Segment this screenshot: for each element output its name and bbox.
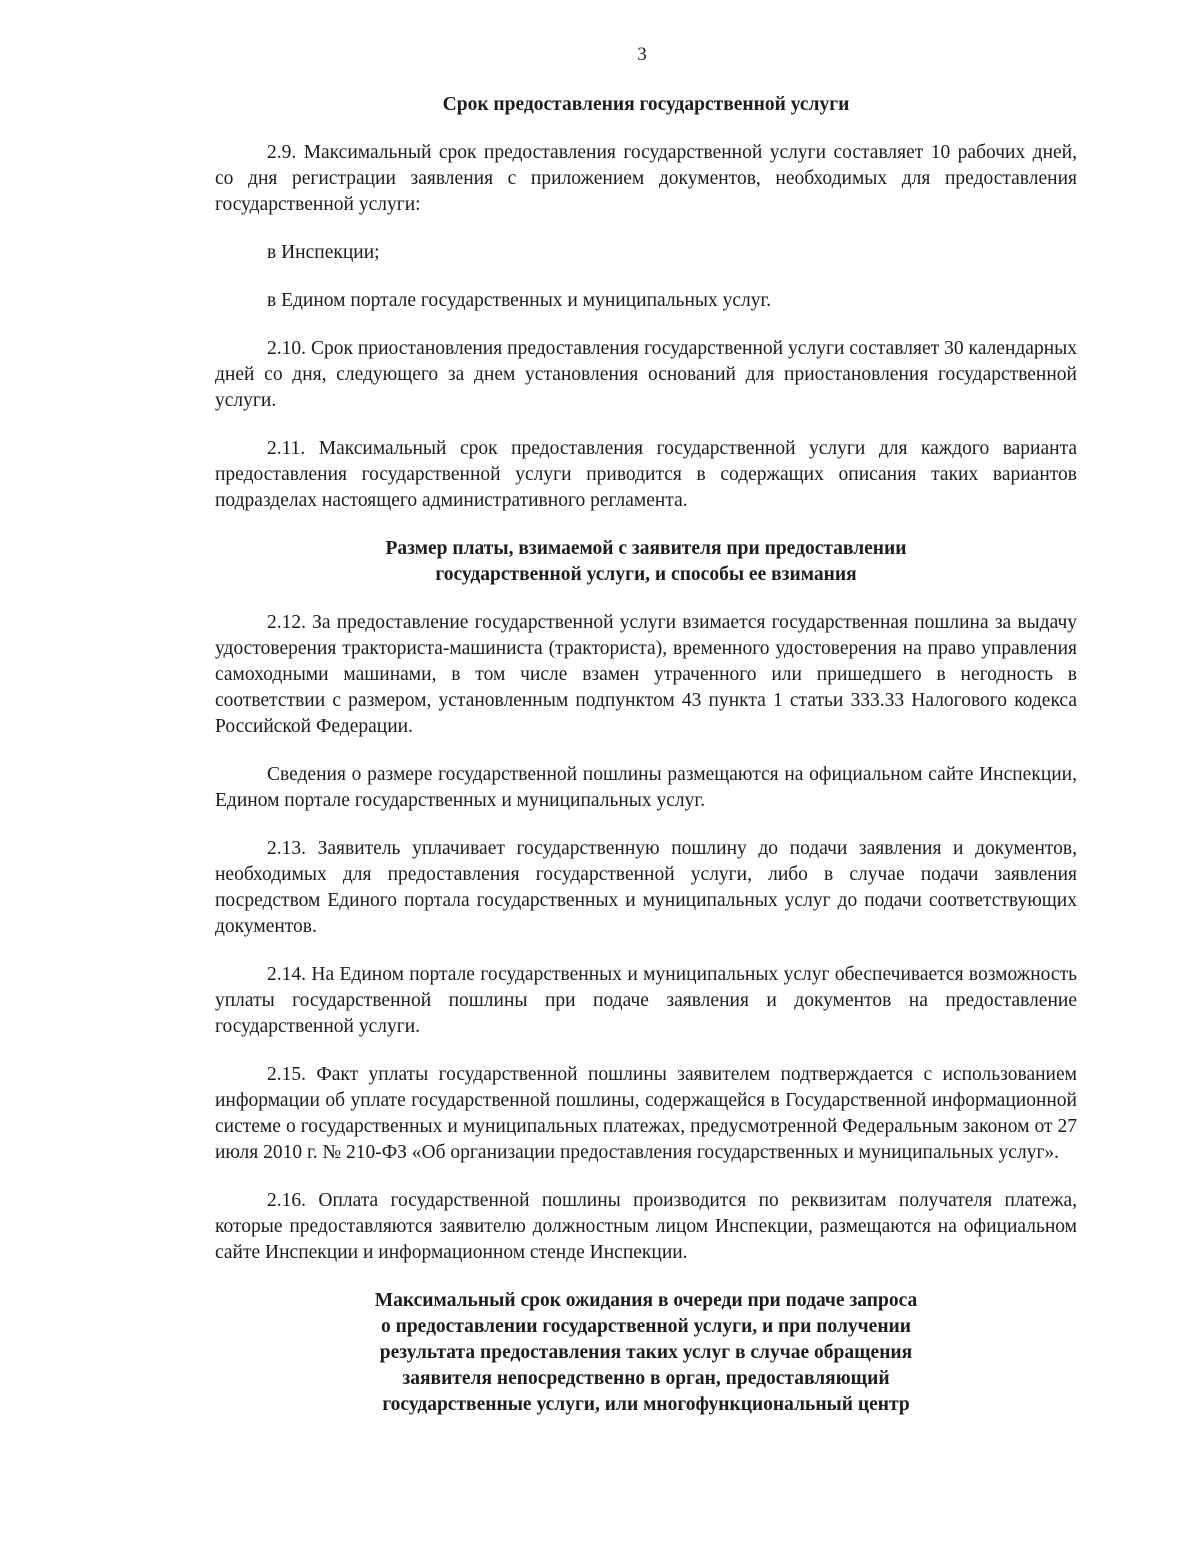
heading-line: результата предоставления таких услуг в случае обращения xyxy=(379,1342,913,1363)
heading-line: Максимальный срок ожидания в очереди при подаче запроса xyxy=(374,1290,918,1311)
paragraph-2-14: 2.14. На Едином портале государственных и муниципальных услуг обеспечивается возможность уплаты государственной пошлины при подаче заявления и документов на предоставление государственной услуги. xyxy=(215,964,1077,1037)
heading-line: о предоставлении государственной услуги, и при получении xyxy=(380,1316,912,1337)
heading-line: государственные услуги, или многофункциональный центр xyxy=(382,1394,910,1415)
paragraph-fee-info: Сведения о размере государственной пошлины размещаются на официальном сайте Инспекции, Едином портале государственных и муниципальных услуг. xyxy=(215,764,1077,811)
heading-line: Срок предоставления государственной услуги xyxy=(442,94,850,115)
paragraph-2-16: 2.16. Оплата государственной пошлины производится по реквизитам получателя платежа, которые предоставляются заявителю должностным лицом Инспекции, размещаются на официальном сайте Инспекции и информационном стенде Инспекции. xyxy=(215,1190,1077,1263)
section-heading-term xyxy=(215,92,1077,118)
heading-line: заявителя непосредственно в орган, предоставляющий xyxy=(402,1368,890,1389)
paragraph-2-10: 2.10. Срок приостановления предоставления государственной услуги составляет 30 календарных дней со дня, следующего за днем установления оснований для приостановления государственной услуги. xyxy=(215,338,1077,411)
section-heading-fee xyxy=(215,536,1077,588)
section-heading-queue xyxy=(215,1288,1077,1418)
list-item-portal: в Едином портале государственных и муниципальных услуг. xyxy=(267,290,772,311)
paragraph-2-9: 2.9. Максимальный срок предоставления государственной услуги составляет 10 рабочих дней, со дня регистрации заявления с приложением документов, необходимых для предоставления государственной услуги: xyxy=(215,142,1077,215)
heading-line: Размер платы, взимаемой с заявителя при предоставлении xyxy=(385,538,907,559)
page-number: 3 xyxy=(637,44,647,65)
paragraph-2-12: 2.12. За предоставление государственной услуги взимается государственная пошлина за выдачу удостоверения тракториста-машиниста (тракториста), временного удостоверения на право управления самоходными машинами, в том числе взамен утраченного или пришедшего в негодность в соответствии с размером, установленным подпунктом 43 пункта 1 статьи 333.33 Налогового кодекса Российской Федерации. xyxy=(215,612,1077,737)
document-body xyxy=(215,92,1077,1418)
paragraph-2-15: 2.15. Факт уплаты государственной пошлины заявителем подтверждается с использованием информации об уплате государственной пошлины, содержащейся в Государственной информационной системе о государственных и муниципальных платежах, предусмотренной Федеральным законом от 27 июля 2010 г. № 210-ФЗ «Об организации предоставления государственных и муниципальных услуг». xyxy=(215,1064,1077,1163)
paragraph-2-13: 2.13. Заявитель уплачивает государственную пошлину до подачи заявления и документов, необходимых для предоставления государственной услуги, либо в случае подачи заявления посредством Единого портала государственных и муниципальных услуг до подачи соответствующих документов. xyxy=(215,838,1077,937)
list-item-inspection: в Инспекции; xyxy=(267,242,380,263)
heading-line: государственной услуги, и способы ее взимания xyxy=(435,564,857,585)
paragraph-2-11: 2.11. Максимальный срок предоставления государственной услуги для каждого варианта предоставления государственной услуги приводится в содержащих описания таких вариантов подразделах настоящего административного регламента. xyxy=(215,438,1077,511)
